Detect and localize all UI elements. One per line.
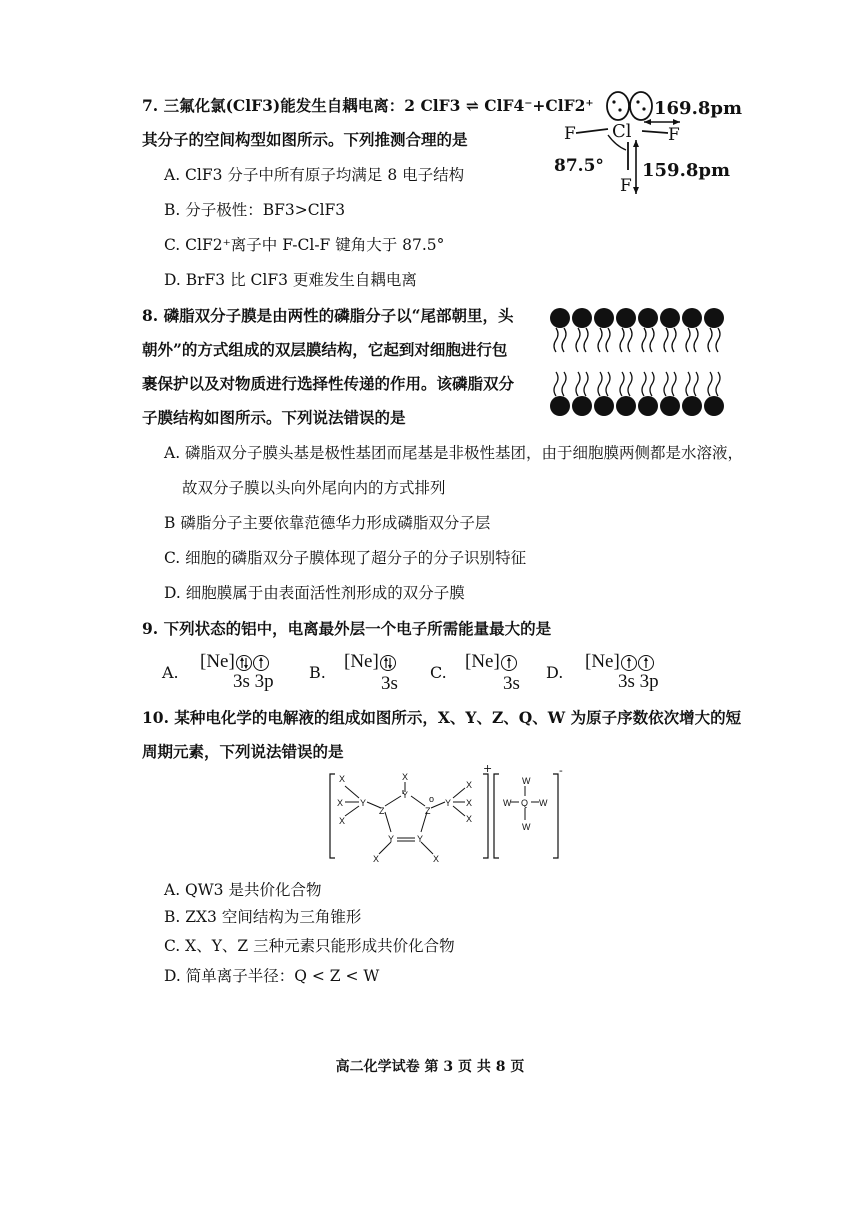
- lone-pair-lobe-right: [630, 92, 652, 120]
- q9-option-a-core: [Ne]: [200, 651, 235, 672]
- anion-charge: -: [559, 764, 563, 777]
- bilayer-svg: [546, 304, 726, 420]
- cl-f-bond-right: [642, 131, 668, 133]
- q9-option-d-core: [Ne]: [585, 651, 620, 672]
- atom-y: Y: [417, 834, 424, 844]
- bilayer-bottom-heads: [550, 396, 724, 416]
- q8-option-b: B 磷脂分子主要依靠范德华力形成磷脂双分子层: [164, 514, 491, 532]
- q8-stem-line1: 8. 磷脂双分子膜是由两性的磷脂分子以“尾部朝里，头: [142, 306, 514, 325]
- atom-f-right: F: [668, 125, 680, 145]
- q9-stem: 9. 下列状态的铝中，电离最外层一个电子所需能量最大的是: [142, 619, 552, 638]
- q8-option-d: D. 细胞膜属于由表面活性剂形成的双分子膜: [164, 584, 465, 602]
- q9-option-c-core: [Ne]: [465, 651, 500, 672]
- orbital-3s-up-icon: [621, 655, 637, 671]
- q9-option-b-sublabel: 3s: [381, 673, 398, 694]
- q8-stem-line3: 裹保护以及对物质进行选择性传递的作用。该磷脂双分: [142, 374, 515, 393]
- anion-bracket-right: [553, 774, 558, 858]
- q8-option-a-line2: 故双分子膜以头向外尾向内的方式排列: [182, 479, 446, 497]
- atom-f-left: F: [564, 124, 576, 144]
- atom-y: Y: [388, 834, 395, 844]
- q10-option-d: D. 简单离子半径：Q < Z < W: [164, 967, 380, 985]
- atom-o: o: [429, 794, 435, 804]
- q8-option-c: C. 细胞的磷脂双分子膜体现了超分子的分子识别特征: [164, 549, 527, 567]
- q9-option-d-letter: D.: [546, 663, 564, 682]
- atom-y: Y: [445, 798, 452, 808]
- bond-angle-label: 87.5°: [554, 156, 604, 176]
- q7-stem-line1: 7. 三氟化氯(ClF3)能发生自耦电离：2 ClF3 ⇌ ClF4⁻+ClF2⁺: [142, 96, 594, 115]
- cation-bracket-right: [483, 774, 488, 858]
- atom-x: X: [433, 854, 440, 864]
- bond-length-top-label: 169.8pm: [654, 98, 742, 119]
- atom-x: X: [339, 774, 346, 784]
- orbital-3p-up-icon: [638, 655, 654, 671]
- page-footer: 高二化学试卷 第 3 页 共 8 页: [335, 1059, 525, 1075]
- q9-option-b-config: [344, 652, 396, 672]
- q7-option-a: A. ClF3 分子中所有原子均满足 8 电子结构: [164, 166, 465, 184]
- cation-bracket-left: [330, 774, 335, 858]
- orbital-3s-paired-icon: [236, 655, 252, 671]
- q10-option-b: B. ZX3 空间结构为三角锥形: [164, 908, 362, 926]
- atom-w: W: [522, 776, 531, 786]
- q9-option-a-letter: A.: [162, 663, 179, 682]
- orbital-3s-paired-icon: [380, 655, 396, 671]
- atom-labels: [337, 772, 548, 864]
- q10-option-a: A. QW3 是共价化合物: [164, 881, 322, 899]
- atom-x: X: [466, 798, 473, 808]
- atom-y: Y: [402, 790, 409, 800]
- atom-w: W: [503, 798, 512, 808]
- q8-option-a-line1: A. 磷脂双分子膜头基是极性基团而尾基是非极性基团，由于细胞膜两侧都是水溶液，: [164, 444, 744, 462]
- lone-pair-lobe-left: [607, 92, 629, 120]
- atom-w: W: [522, 822, 531, 832]
- q8-stem-line4: 子膜结构如图所示。下列说法错误的是: [142, 408, 406, 427]
- atom-x: X: [373, 854, 380, 864]
- q9-option-d-sublabel: 3s 3p: [618, 671, 659, 692]
- atom-f-bottom: F: [620, 176, 632, 196]
- atom-x: X: [337, 798, 344, 808]
- ring-bonds: [345, 782, 539, 854]
- q9-option-c-sublabel: 3s: [503, 673, 520, 694]
- q9-option-a-config: [200, 652, 269, 672]
- anion-bracket-left: [494, 774, 499, 858]
- cl-f-bond-left: [576, 129, 608, 133]
- cation-charge: +: [483, 762, 493, 775]
- electrolyte-structure-figure: [325, 762, 565, 868]
- bilayer-tails: [554, 328, 720, 396]
- q10-stem-line2: 周期元素，下列说法错误的是: [142, 742, 344, 761]
- q7-option-d: D. BrF3 比 ClF3 更难发生自耦电离: [164, 271, 417, 289]
- q9-option-c-config: [465, 652, 517, 672]
- atom-x: X: [466, 814, 473, 824]
- atom-x: X: [402, 772, 409, 782]
- electrolyte-structure-svg: [325, 768, 565, 868]
- atom-x: X: [339, 816, 346, 826]
- q9-option-a-sublabel: 3s 3p: [233, 671, 274, 692]
- bond-length-vertical-label: 159.8pm: [642, 160, 730, 181]
- q10-option-c: C. X、Y、Z 三种元素只能形成共价化合物: [164, 937, 455, 955]
- bilayer-top-heads: [550, 308, 724, 328]
- q9-option-d-config: [585, 652, 654, 672]
- atom-cl: Cl: [612, 121, 632, 142]
- atom-w: W: [539, 798, 548, 808]
- q9-option-c-letter: C.: [430, 663, 447, 682]
- orbital-3s-up-icon: [501, 655, 517, 671]
- orbital-3p-up-icon: [253, 655, 269, 671]
- atom-y: Y: [360, 798, 367, 808]
- atom-z: Z: [379, 806, 385, 816]
- q9-option-b-letter: B.: [309, 663, 326, 682]
- atom-z: Z: [425, 806, 431, 816]
- q9-option-b-core: [Ne]: [344, 651, 379, 672]
- q7-option-c: C. ClF2⁺离子中 F-Cl-F 键角大于 87.5°: [164, 236, 445, 254]
- atom-x: X: [466, 780, 473, 790]
- phospholipid-bilayer-figure: [546, 304, 726, 420]
- q8-stem-line2: 朝外”的方式组成的双层膜结构，它起到对细胞进行包: [142, 340, 508, 359]
- q7-option-b: B. 分子极性：BF3>ClF3: [164, 201, 346, 219]
- clf3-structure-figure: [548, 84, 748, 204]
- q10-stem-line1: 10. 某种电化学的电解液的组成如图所示，X、Y、Z、Q、W 为原子序数依次增大的短: [142, 708, 742, 727]
- q7-stem-line2: 其分子的空间构型如图所示。下列推测合理的是: [142, 130, 468, 149]
- atom-q: Q: [521, 798, 529, 808]
